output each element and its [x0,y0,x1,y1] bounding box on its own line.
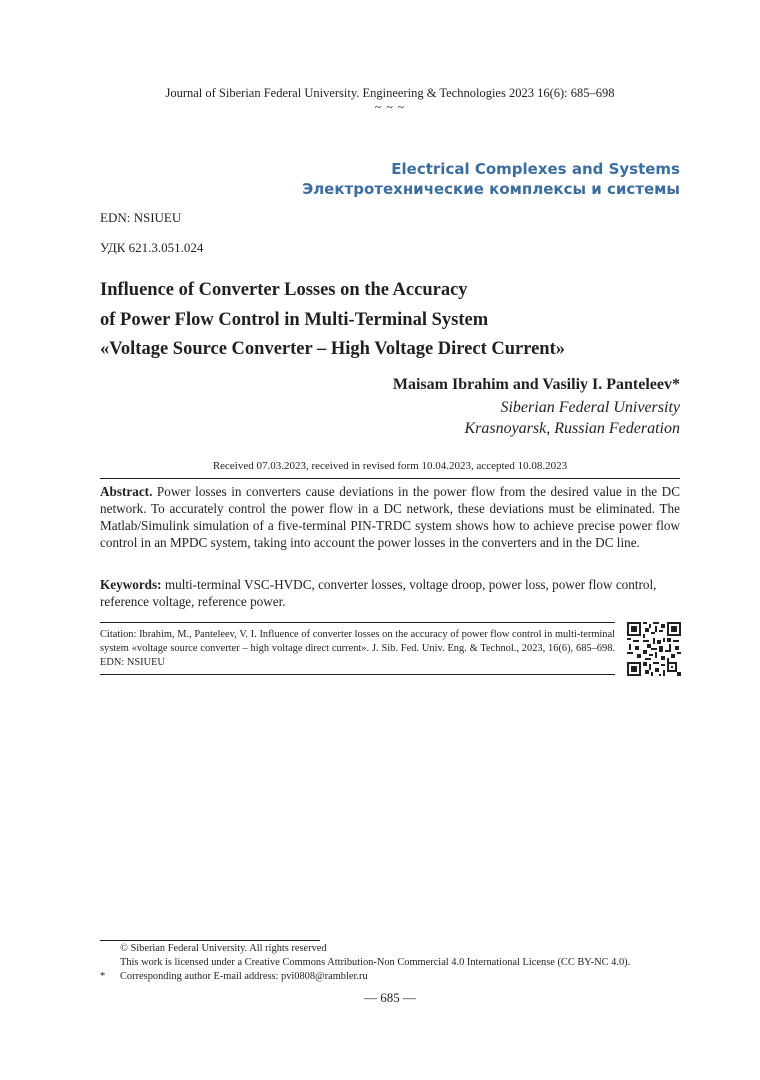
edn-id: EDN: NSIUEU [100,210,182,225]
received-dates: Received 07.03.2023, received in revised form 10.04.2023, accepted 10.08.2023 [212,460,568,472]
footnote-license: This work is licensed under a Creative Commons Attribution-Non Commercial 4.0 International License (CC BY-NC 4.0). [120,957,631,968]
divider [100,622,615,623]
title-line-1: Influence of Converter Losses on the Accuracy [100,280,468,300]
title-line-3: «Voltage Source Converter – High Voltage Direct Current» [100,339,566,359]
section-title-en: Electrical Complexes and Systems [391,160,680,178]
author-names: Maisam Ibrahim and Vasiliy I. Panteleev* [392,376,680,393]
divider [100,674,615,675]
title-line-2: of Power Flow Control in Multi-Terminal System [100,309,489,330]
paper-title [100,276,700,365]
footnote-divider [100,940,320,941]
journal-header: Journal of Siberian Federal University. Engineering & Technologies 2023 16(6): 685–698 [165,86,615,100]
abstract-text: Power losses in converters cause deviations in the power flow from the desired value in the DC network. To accurately control the power flow in a DC network, these deviations must be eliminated. The Matlab/Simulink simulation of a five-terminal PIN-TRDC system shows how to achieve precise power flow control in an MPDC system, taking into account the power losses in the converters and in the DC line. [100,484,680,550]
affiliation-location: Krasnoyarsk, Russian Federation [464,420,680,437]
section-title-ru: Электротехнические комплексы и системы [302,180,680,198]
keywords-text: multi-terminal VSC-HVDC, converter losses, voltage droop, power loss, power flow control, reference voltage, reference power. [100,577,657,609]
affiliation-university: Siberian Federal University [500,399,680,416]
abstract-label: Abstract. [100,484,153,499]
keywords [100,576,680,610]
keywords-label: Keywords: [100,577,162,592]
qr-code-icon [627,622,681,676]
abstract [100,483,680,551]
header-ornament: ~ ~ ~ [374,100,406,114]
footnote-copyright: © Siberian Federal University. All rights reserved [120,943,327,954]
citation: Citation: Ibrahim, M., Panteleev, V. I. Influence of converter losses on the accuracy of power flow control in multi-terminal system «voltage source converter – high voltage direct current». J. Sib. Fed. Univ. Eng. & Technol., 2023, 16(6), 685–698. EDN: NSIUEU [100,629,615,668]
page-number: — 685 — [364,990,416,1005]
divider [100,478,680,479]
footnote-corresponding-author: Corresponding author E-mail address: pvi0808@rambler.ru [120,971,368,982]
footnote-marker: * [100,971,106,982]
udk-code: УДК 621.3.051.024 [100,240,204,255]
